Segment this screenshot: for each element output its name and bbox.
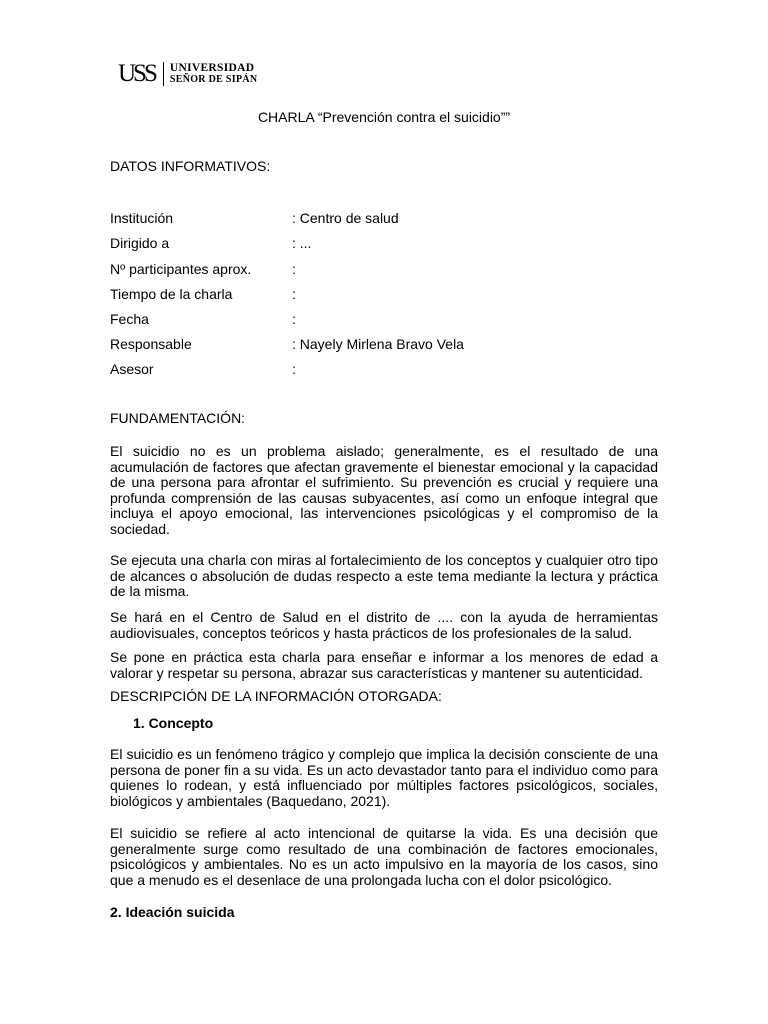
datos-label: Asesor — [110, 361, 154, 377]
logo-divider — [163, 62, 164, 86]
datos-label: Fecha — [110, 311, 149, 327]
concepto-paragraph: El suicidio se refiere al acto intencional de quitarse la vida. Es una decisión que generalmente surge como resultado de una combinación de factores emocionales, psicológicos y ambientales. No es un acto impulsivo en la mayoría de los casos, sino que a menudo es el desenlace de una prolongada lucha con el dolor psicológico. — [110, 825, 658, 888]
datos-label: Tiempo de la charla — [110, 286, 233, 302]
document-title: CHARLA “Prevención contra el suicidio”” — [257, 109, 511, 125]
section-fundamentacion-heading: FUNDAMENTACIÓN: — [110, 410, 246, 426]
heading-ideacion-suicida: 2. Ideación suicida — [110, 904, 235, 920]
heading-concepto: 1. Concepto — [133, 715, 214, 731]
university-logo — [118, 61, 257, 86]
datos-value: : Centro de salud — [292, 210, 399, 226]
logo-line-2: SEÑOR DE SIPÁN — [169, 73, 258, 85]
datos-value: : — [292, 261, 296, 277]
section-datos-heading: DATOS INFORMATIVOS: — [110, 158, 271, 174]
datos-label: Dirigido a — [110, 235, 170, 251]
logo-line-1: UNIVERSIDAD — [169, 61, 255, 74]
datos-value: : ... — [292, 235, 312, 251]
datos-label: Institución — [110, 210, 174, 226]
datos-label: Nº participantes aprox. — [110, 261, 252, 277]
fundamentacion-paragraph: El suicidio no es un problema aislado; generalmente, es el resultado de una acumulación de factores que afectan gravemente el bienestar emocional y la capacidad de una persona para afrontar el sufrimiento. Su prevención es crucial y requiere una profunda comprensión de las causas subyacentes, así como un enfoque integral que incluya el apoyo emocional, las intervenciones psicológicas y el compromiso de la sociedad. — [110, 443, 658, 537]
fundamentacion-paragraph: Se ejecuta una charla con miras al fortalecimiento de los conceptos y cualquier otro tipo de alcances o absolución de dudas respecto a este tema mediante la lectura y práctica de la misma. — [110, 552, 658, 599]
concepto-paragraph: El suicidio es un fenómeno trágico y complejo que implica la decisión consciente de una persona de poner fin a su vida. Es un acto devastador tanto para el individuo como para quienes lo rodean, y está influenciado por múltiples factores psicológicos, sociales, biológicos y ambientales (Baquedano, 2021). — [110, 746, 658, 809]
logo-mark: USS — [118, 60, 155, 87]
section-descripcion-heading: DESCRIPCIÓN DE LA INFORMACIÓN OTORGADA: — [110, 688, 442, 704]
datos-value: : Nayely Mirlena Bravo Vela — [292, 336, 464, 352]
datos-value: : — [292, 361, 296, 377]
fundamentacion-paragraph: Se pone en práctica esta charla para enseñar e informar a los menores de edad a valorar y respetar su persona, abrazar sus características y mantener su autenticidad. — [110, 649, 658, 681]
datos-value: : — [292, 311, 296, 327]
datos-value: : — [292, 286, 296, 302]
logo-text — [170, 63, 258, 85]
datos-label: Responsable — [110, 336, 192, 352]
fundamentacion-paragraph: Se hará en el Centro de Salud en el distrito de .... con la ayuda de herramientas audiovisuales, conceptos teóricos y hasta prácticos de los profesionales de la salud. — [110, 609, 658, 641]
